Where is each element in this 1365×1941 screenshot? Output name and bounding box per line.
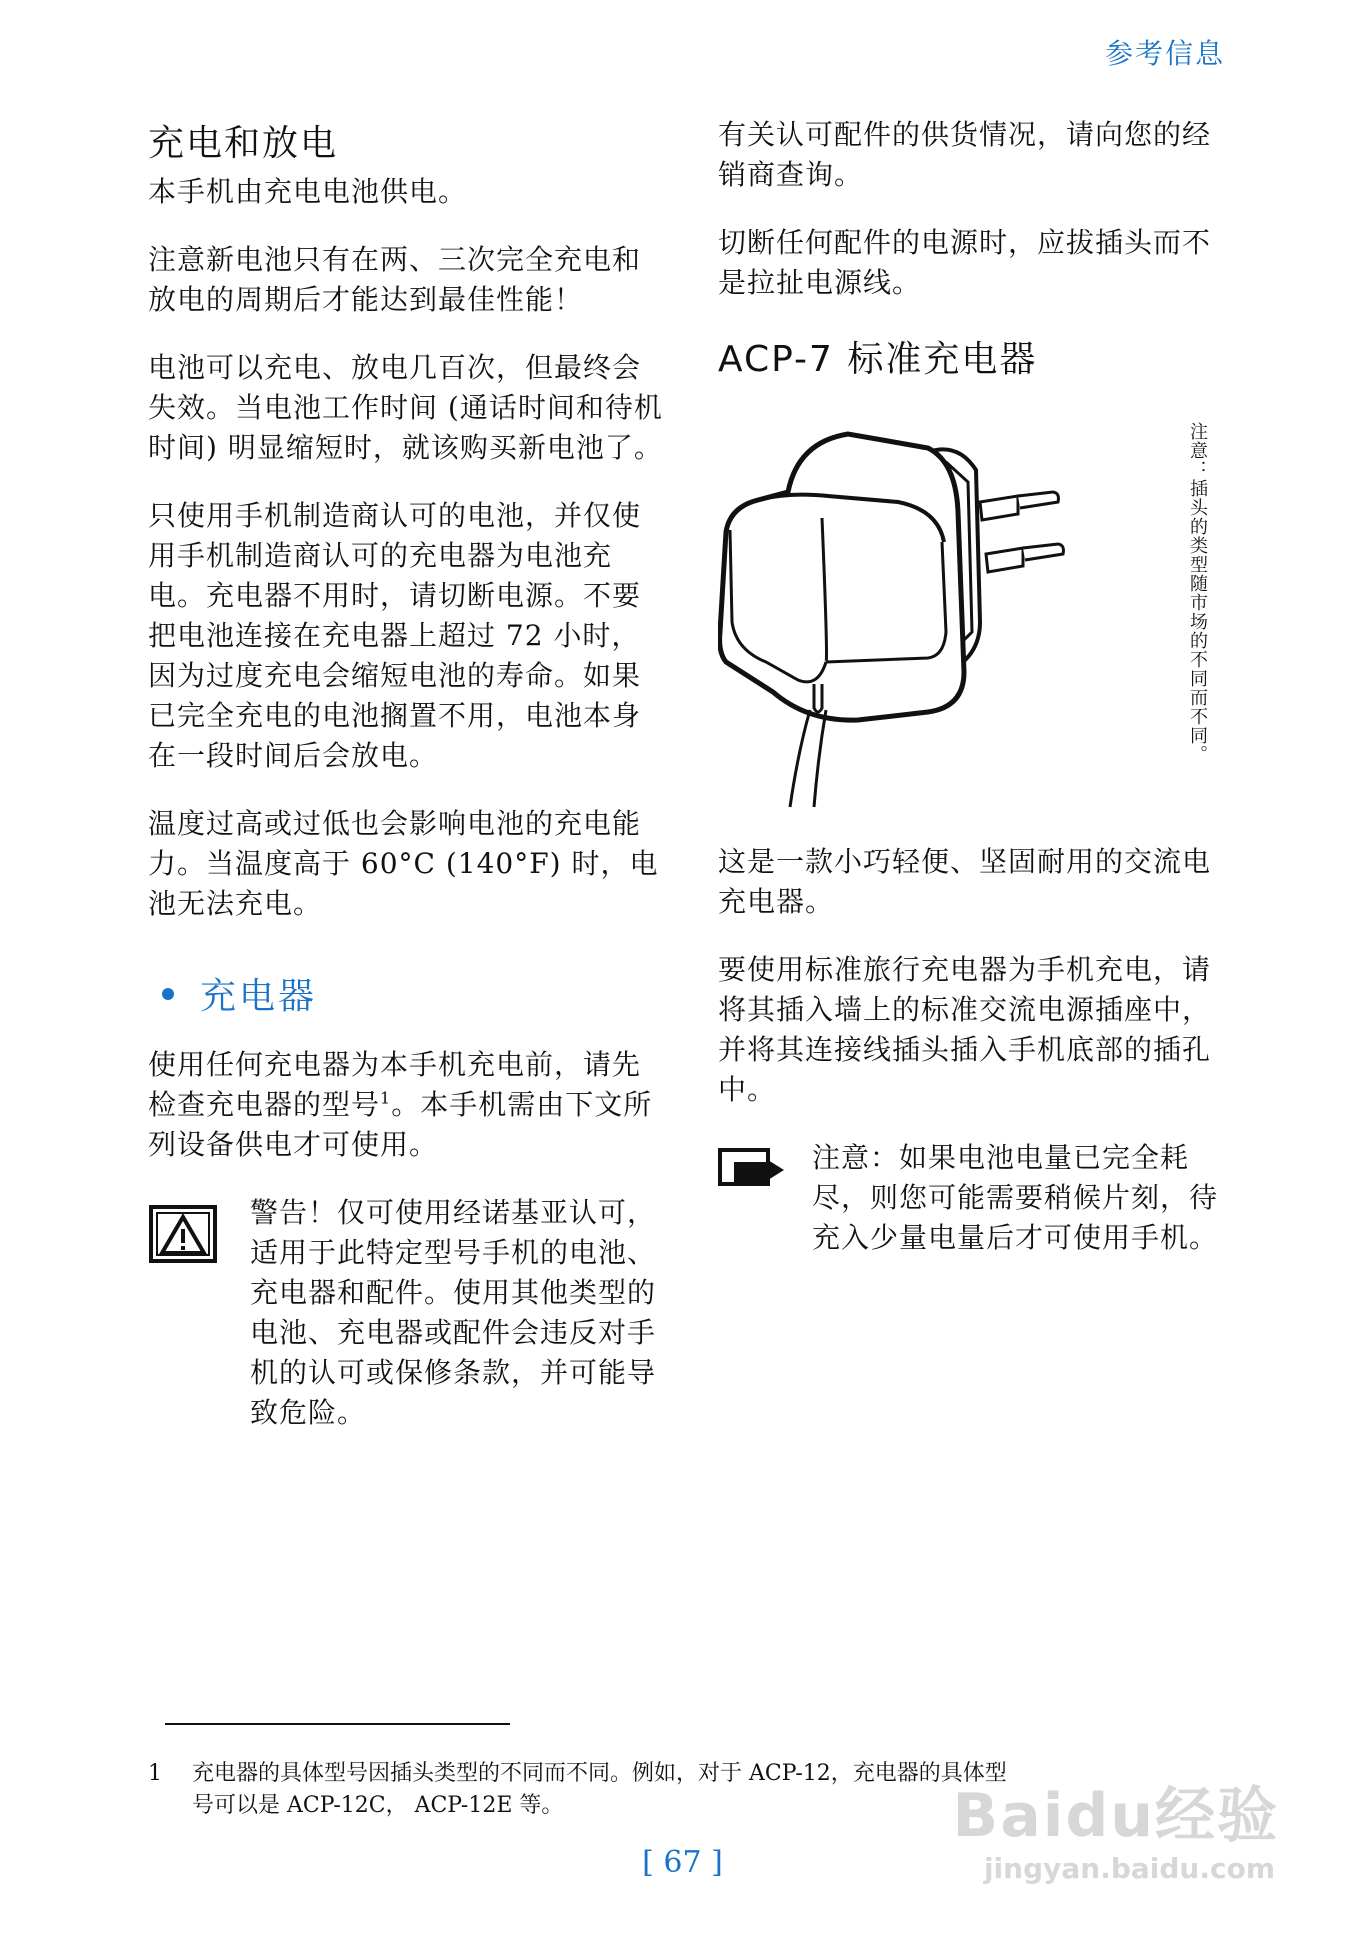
warning-body: 仅可使用经诺基亚认可，适用于此特定型号手机的电池、充电器和配件。使用其他类型的电池、充电器或配件会违反对手机的认可或保修条款，并可能导致危险。	[250, 1196, 657, 1429]
page-number: [ 67 ]	[642, 1845, 723, 1880]
paragraph: 本手机由充电电池供电。	[148, 175, 468, 208]
charger-illustration	[718, 422, 1138, 812]
warning-text	[250, 1193, 668, 1433]
paragraph: 注意新电池只有在两、三次完全充电和放电的周期后才能达到最佳性能！	[148, 243, 642, 316]
footnote-line: 充电器的具体型号因插头类型的不同而不同。例如，对于 ACP-12，充电器的具体型	[192, 1761, 1007, 1786]
paragraph: 电池可以充电、放电几百次，但最终会失效。当电池工作时间 (通话时间和待机时间) 明显缩短时，就该购买新电池了。	[148, 351, 663, 464]
section-title-charging: 充电和放电	[148, 123, 339, 164]
footnote-ref[interactable]: 1	[380, 1088, 392, 1108]
left-column	[148, 115, 668, 1433]
figure-caption: 注意：插头的类型随市场的不同而不同。	[1187, 422, 1208, 764]
warning-block	[148, 1193, 668, 1433]
warning-icon	[148, 1199, 218, 1269]
watermark-logo: Baidu经验	[952, 1781, 1279, 1851]
charger-paragraph	[148, 1045, 668, 1165]
charger-heading	[148, 968, 668, 1019]
section-title-acp7: ACP-7 标准充电器	[718, 339, 1038, 380]
bullet-icon	[162, 988, 174, 1000]
paragraph: 这是一款小巧轻便、坚固耐用的交流电充电器。	[718, 845, 1212, 918]
note-text	[812, 1138, 1228, 1258]
footnote-number: 1	[148, 1761, 162, 1786]
paragraph: 有关认可配件的供货情况，请向您的经销商查询。	[718, 118, 1212, 191]
footnote-line: 号可以是 ACP-12C， ACP-12E 等。	[192, 1793, 564, 1818]
paragraph: 切断任何配件的电源时，应拔插头而不是拉扯电源线。	[718, 226, 1212, 299]
paragraph: 只使用手机制造商认可的电池，并仅使用手机制造商认可的充电器为电池充电。充电器不用时，请切断电源。不要把电池连接在充电器上超过 72 小时，因为过度充电会缩短电池的寿命。如果已完全充电的电池搁置不用，电池本身在一段时间后会放电。	[148, 499, 642, 772]
note-block	[718, 1138, 1228, 1258]
right-column	[718, 115, 1228, 1258]
section-header: 参考信息	[1104, 37, 1225, 70]
footnote-divider	[165, 1723, 510, 1725]
note-icon	[718, 1146, 788, 1190]
note-body: 如果电池电量已完全耗尽，则您可能需要稍候片刻，待充入少量电量后才可使用手机。	[812, 1141, 1219, 1254]
paragraph: 要使用标准旅行充电器为手机充电，请将其插入墙上的标准交流电源插座中，并将其连接线插头插入手机底部的插孔中。	[718, 953, 1212, 1106]
charger-title: 充电器	[200, 976, 318, 1017]
paragraph: 温度过高或过低也会影响电池的充电能力。当温度高于 60°C (140°F) 时，电池无法充电。	[148, 807, 659, 920]
note-label: 注意：	[812, 1141, 900, 1174]
watermark-url: jingyan.baidu.com	[983, 1852, 1275, 1885]
charger-text: 使用任何充电器为本手机充电前，请先检查充电器的型号	[148, 1048, 642, 1121]
charger-text-tail: 。本手机需由下文所列设备供电才可使用。	[148, 1088, 653, 1161]
charger-figure	[718, 422, 1228, 822]
warning-label: 警告！	[250, 1196, 338, 1229]
